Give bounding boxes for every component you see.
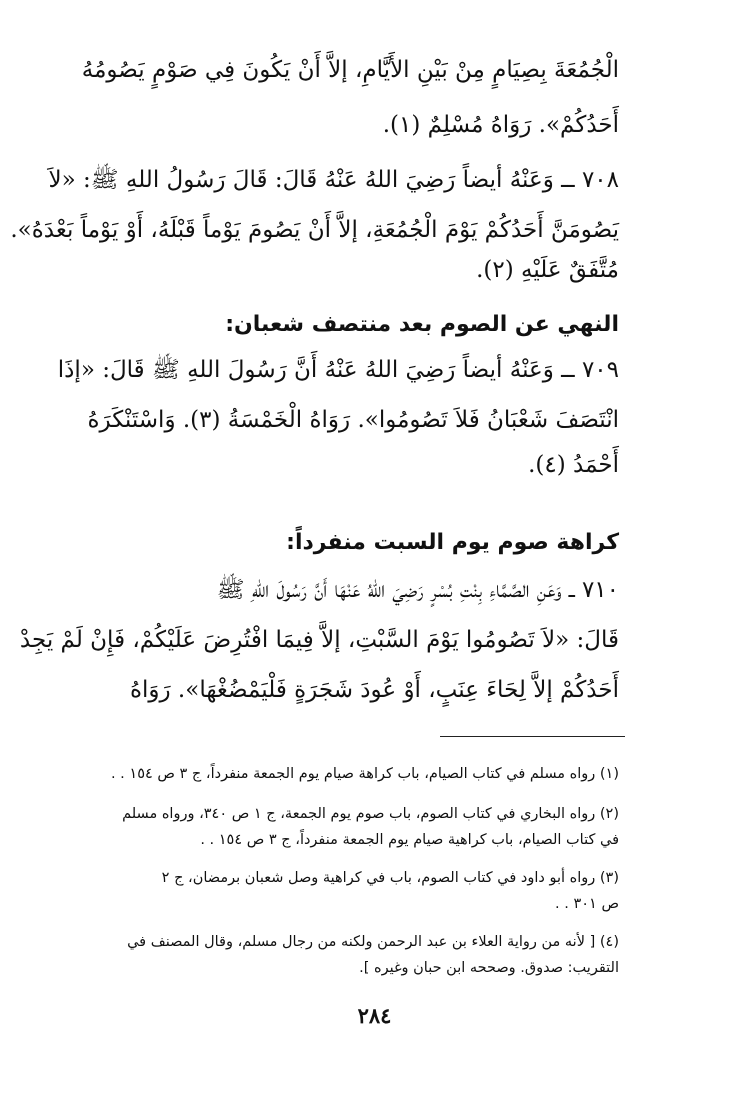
footnote-4-line-1: (٤) [ لأنه من رواية العلاء بن عبد الرحمن ولكنه من رجال مسلم، وقال المصنف في xyxy=(127,934,619,950)
footnote-separator xyxy=(440,736,625,737)
text-line-2: أَحَدُكُمْ». رَوَاهُ مُسْلِمٌ (١). xyxy=(382,112,619,138)
footnote-4-line-2: التقريب: صدوق. وصححه ابن حبان وغيره ]. xyxy=(359,960,619,976)
footnote-2-line-2: في كتاب الصيام، باب كراهية صيام يوم الجمعة منفرداً، ج ٣ ص ١٥٤ . . xyxy=(200,832,619,848)
hadith-709-line-1: ٧٠٩ ــ وَعَنْهُ أيضاً رَضِيَ اللهُ عَنْهُ أَنَّ رَسُولَ اللهِ ﷺ قَالَ: «إذَا xyxy=(57,357,619,383)
text-line-1: الْجُمُعَةَ بِصِيَامٍ مِنْ بَيْنِ الأَيَّامِ، إلاَّ أَنْ يَكُونَ فِي صَوْمٍ يَصُومُهُ xyxy=(81,57,619,83)
hadith-710-line-2: قَالَ: «لاَ تَصُومُوا يَوْمَ السَّبْتِ، إلاَّ فِيمَا افْتُرِضَ عَلَيْكُمْ، فَإِنْ لَمْ يَجِدْ xyxy=(19,627,619,653)
hadith-709-line-3: أَحْمَدُ (٤). xyxy=(528,452,619,478)
section-heading-shaban: النهي عن الصوم بعد منتصف شعبان: xyxy=(225,312,619,337)
hadith-708-line-3: مُتَّفَقٌ عَلَيْهِ (٢). xyxy=(476,257,619,283)
hadith-709-line-2: انْتَصَفَ شَعْبَانُ فَلاَ تَصُومُوا». رَوَاهُ الْخَمْسَةُ (٣). وَاسْتَنْكَرَهُ xyxy=(87,407,619,433)
hadith-708-line-1: ٧٠٨ ــ وَعَنْهُ أيضاً رَضِيَ اللهُ عَنْهُ قَالَ: قَالَ رَسُولُ اللهِ ﷺ: «لاَ xyxy=(48,167,619,193)
hadith-710-line-1: ٧١٠ ــ وَعَنِ الصَّمَّاءِ بِنْتِ بُسْرٍ رَضِيَ اللهُ عَنْهَا أَنَّ رَسُولَ اللهِ ﷺ xyxy=(216,577,619,603)
footnote-3-line-2: ص ٣٠١ . . xyxy=(555,896,619,912)
footnote-2-line-1: (٢) رواه البخاري في كتاب الصوم، باب صوم يوم الجمعة، ج ١ ص ٣٤٠، ورواه مسلم xyxy=(122,806,619,822)
hadith-710-line-3: أَحَدُكُمْ إلاَّ لِحَاءَ عِنَبٍ، أَوْ عُودَ شَجَرَةٍ فَلْيَمْضُغْهَا». رَوَاهُ xyxy=(129,677,619,703)
page-number: ٢٨٤ xyxy=(357,1003,392,1028)
footnote-3-line-1: (٣) رواه أبو داود في كتاب الصوم، باب في كراهية وصل شعبان برمضان، ج ٢ xyxy=(161,870,619,886)
hadith-708-line-2: يَصُومَنَّ أَحَدُكُمْ يَوْمَ الْجُمُعَةِ، إلاَّ أَنْ يَصُومَ يَوْماً قَبْلَهُ، أَوْ يَوْماً بَعْدَهُ». xyxy=(10,217,619,243)
footnote-1: (١) رواه مسلم في كتاب الصيام، باب كراهة صيام يوم الجمعة منفرداً، ج ٣ ص ١٥٤ . . xyxy=(110,766,619,782)
section-heading-saturday: كراهة صوم يوم السبت منفرداً: xyxy=(286,530,619,555)
